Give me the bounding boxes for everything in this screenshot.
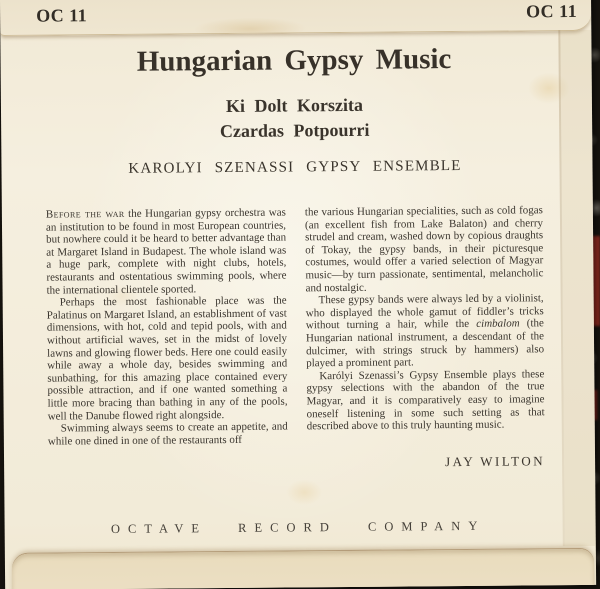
artist-name: KAROLYI SZENASSI GYPSY ENSEMBLE: [128, 157, 462, 177]
sleeve-bottom-edge: [12, 549, 594, 589]
album-title: Hungarian Gypsy Music: [136, 43, 452, 78]
liner-paragraph: Perhaps the most fashionable place was the Palatinus on Margaret Island, an establishment of vast dimensions, with hot, cold and tepid pools, with and without artificial waves, set in the midst of lovely lawns and glowing flower beds. Here one could easily while away a whole day, besides swimming and sunbathing, for this amazing place contained every possible attraction, and if one wanted something a little more bracing than bathing in any of the pools, well the Danube flowed right alongside.: [46, 294, 288, 423]
liner-notes-right-column: [305, 204, 545, 469]
sleeve-side-fold: [560, 30, 596, 546]
paragraph-text: the Hungarian gypsy orchestra was an institution to be found in most European countries, but nowhere could it be heard to better advantage than at Margaret Island in Budapest. The whole island was a huge park, complete with night clubs, hotels, restaurants and ostentatious swimming pools, where the international clientele sported.: [45, 206, 287, 297]
record-label-name: OCTAVE RECORD COMPANY: [110, 518, 486, 537]
catalog-number-right: OC 11: [526, 0, 578, 22]
track-title-2: Czardas Potpourri: [219, 119, 370, 142]
liner-paragraph: Karólyi Szenassi’s Gypsy Ensemble plays these gypsy selections with the abandon of the true Magyar, and it is comparatively easy to imagine oneself listening in some such setting as that described above to this truly haunting music.: [306, 367, 545, 433]
track-title-1: Ki Dolt Korszita: [225, 94, 364, 117]
paragraph-text: (the Hungarian national instrument, a descendant of the dulcimer, with strings struck by hammers) also played a prominent part.: [305, 317, 545, 370]
catalog-number-left: OC 11: [36, 5, 88, 26]
liner-paragraph: the various Hungarian specialities, such as cold fogas (an excellent fish from Lake Balaton) and cherry strudel and cream, washed down by copious draughts of Tokay, the gypsy bands, in their picturesque costumes, would offer a varied selection of Magyar music—by turn passionate, sentimental, melancholic and nostalgic.: [304, 204, 544, 294]
author-credit: JAY WILTON: [444, 452, 546, 469]
liner-paragraph: [306, 292, 545, 370]
italic-term: cimbalom: [476, 317, 520, 331]
sleeve-top-flap: [0, 0, 591, 36]
paragraph-text: These gypsy bands were always led by a violinist, who displayed the whole gamut of fiddler’s tricks without turning a hair, while the: [305, 292, 544, 332]
liner-paragraph: [46, 207, 287, 297]
lead-in-smallcaps: Before the war: [45, 207, 125, 221]
liner-paragraph: Swimming always seems to create an appetite, and while one dined in one of the restaurants off: [47, 420, 288, 448]
liner-notes-left-column: [46, 207, 288, 448]
